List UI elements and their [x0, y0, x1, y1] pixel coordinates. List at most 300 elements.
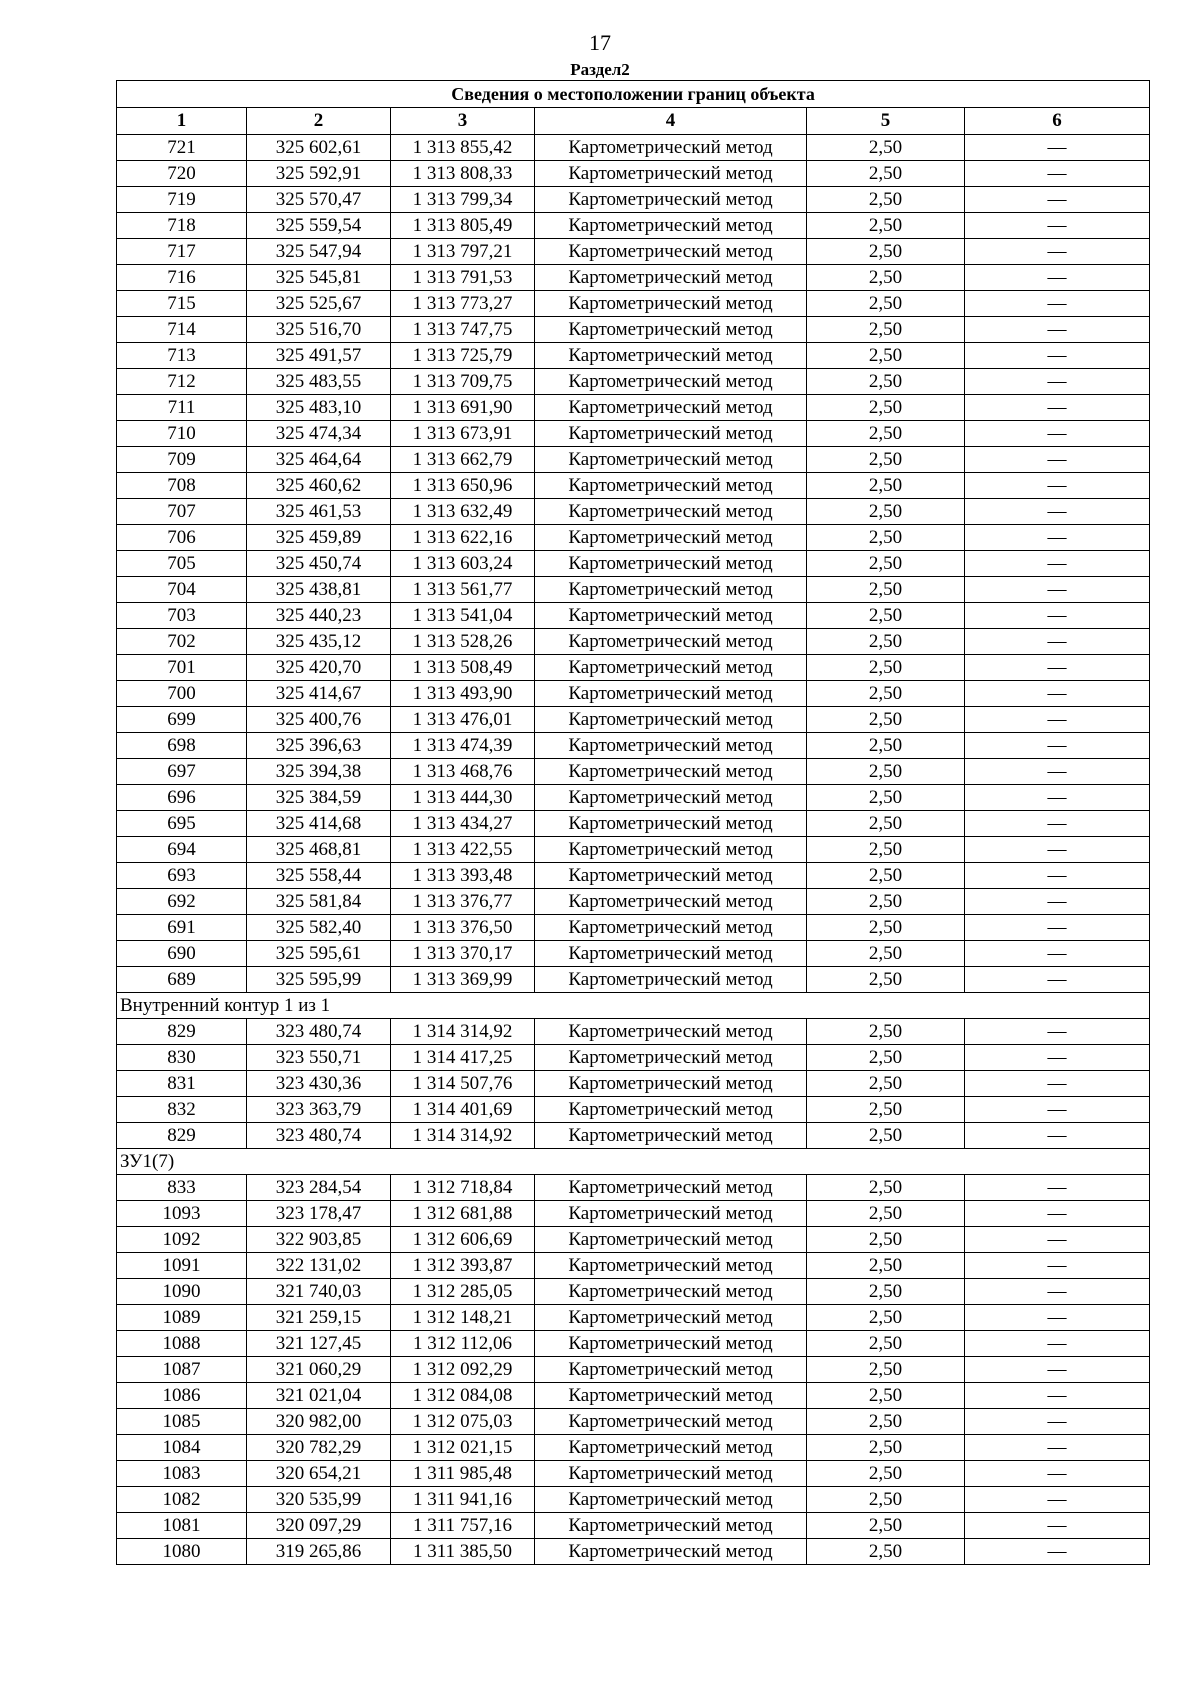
- table-cell: 698: [117, 733, 247, 759]
- table-cell: Картометрический метод: [535, 1175, 807, 1201]
- table-cell: 325 414,68: [247, 811, 391, 837]
- table-cell: —: [965, 863, 1150, 889]
- table-cell: Картометрический метод: [535, 161, 807, 187]
- table-cell: 323 430,36: [247, 1071, 391, 1097]
- table-cell: 325 602,61: [247, 135, 391, 161]
- table-cell: 710: [117, 421, 247, 447]
- table-cell: 704: [117, 577, 247, 603]
- table-cell: 718: [117, 213, 247, 239]
- table-cell: Картометрический метод: [535, 499, 807, 525]
- table-cell: 1086: [117, 1383, 247, 1409]
- table-cell: 2,50: [807, 499, 965, 525]
- table-cell: Картометрический метод: [535, 1383, 807, 1409]
- table-cell: 325 474,34: [247, 421, 391, 447]
- table-cell: 720: [117, 161, 247, 187]
- table-cell: 1 313 561,77: [391, 577, 535, 603]
- table-cell: Картометрический метод: [535, 525, 807, 551]
- table-cell: Картометрический метод: [535, 629, 807, 655]
- table-row: [117, 421, 1150, 447]
- column-header: 1: [117, 108, 247, 135]
- table-row: [117, 837, 1150, 863]
- table-cell: 323 480,74: [247, 1019, 391, 1045]
- column-header: 5: [807, 108, 965, 135]
- table-cell: 1 313 444,30: [391, 785, 535, 811]
- table-cell: 1 312 021,15: [391, 1435, 535, 1461]
- table-cell: 1080: [117, 1539, 247, 1565]
- table-cell: 693: [117, 863, 247, 889]
- table-cell: —: [965, 967, 1150, 993]
- table-cell: Картометрический метод: [535, 941, 807, 967]
- table-cell: Картометрический метод: [535, 1123, 807, 1149]
- table-cell: Картометрический метод: [535, 135, 807, 161]
- table-cell: 1 313 622,16: [391, 525, 535, 551]
- table-cell: 320 097,29: [247, 1513, 391, 1539]
- table-row: [117, 1513, 1150, 1539]
- table-cell: 1081: [117, 1513, 247, 1539]
- table-cell: 705: [117, 551, 247, 577]
- table-cell: —: [965, 161, 1150, 187]
- table-cell: 321 021,04: [247, 1383, 391, 1409]
- table-cell: 321 740,03: [247, 1279, 391, 1305]
- table-cell: 325 450,74: [247, 551, 391, 577]
- table-cell: Картометрический метод: [535, 863, 807, 889]
- table-row: [117, 317, 1150, 343]
- table-cell: 2,50: [807, 525, 965, 551]
- table-row: [117, 499, 1150, 525]
- table-cell: —: [965, 655, 1150, 681]
- table-cell: Картометрический метод: [535, 603, 807, 629]
- table-cell: Картометрический метод: [535, 473, 807, 499]
- table-cell: 325 545,81: [247, 265, 391, 291]
- table-cell: 1 313 528,26: [391, 629, 535, 655]
- table-cell: 829: [117, 1123, 247, 1149]
- table-cell: 325 491,57: [247, 343, 391, 369]
- table-cell: 1 313 855,42: [391, 135, 535, 161]
- table-cell: 2,50: [807, 447, 965, 473]
- table-cell: Картометрический метод: [535, 395, 807, 421]
- table-cell: —: [965, 785, 1150, 811]
- table-cell: 2,50: [807, 473, 965, 499]
- table-cell: 325 384,59: [247, 785, 391, 811]
- table-caption: Сведения о местоположении границ объекта: [117, 81, 1150, 108]
- table-cell: 1 313 673,91: [391, 421, 535, 447]
- table-cell: —: [965, 1487, 1150, 1513]
- table-row: [117, 1357, 1150, 1383]
- table-cell: 1 313 662,79: [391, 447, 535, 473]
- table-cell: Картометрический метод: [535, 1331, 807, 1357]
- table-row: [117, 213, 1150, 239]
- table-cell: 1 313 791,53: [391, 265, 535, 291]
- table-cell: 709: [117, 447, 247, 473]
- table-cell: Картометрический метод: [535, 1435, 807, 1461]
- table-cell: Картометрический метод: [535, 1461, 807, 1487]
- table-cell: 2,50: [807, 1357, 965, 1383]
- table-row: [117, 759, 1150, 785]
- table-cell: 2,50: [807, 655, 965, 681]
- page-number: 17: [589, 30, 611, 55]
- table-cell: —: [965, 395, 1150, 421]
- table-cell: 1 311 941,16: [391, 1487, 535, 1513]
- table-cell: —: [965, 213, 1150, 239]
- table-cell: Картометрический метод: [535, 239, 807, 265]
- table-cell: 325 595,99: [247, 967, 391, 993]
- table-cell: 325 525,67: [247, 291, 391, 317]
- table-cell: 322 131,02: [247, 1253, 391, 1279]
- table-cell: 325 547,94: [247, 239, 391, 265]
- table-cell: 2,50: [807, 135, 965, 161]
- table-cell: 1 313 808,33: [391, 161, 535, 187]
- table-cell: 2,50: [807, 1513, 965, 1539]
- table-cell: Картометрический метод: [535, 889, 807, 915]
- table-cell: 1 313 632,49: [391, 499, 535, 525]
- table-cell: 1 314 314,92: [391, 1123, 535, 1149]
- table-cell: 325 440,23: [247, 603, 391, 629]
- table-cell: 325 570,47: [247, 187, 391, 213]
- table-cell: 2,50: [807, 1435, 965, 1461]
- table-cell: 325 581,84: [247, 889, 391, 915]
- table-row: [117, 1019, 1150, 1045]
- table-cell: Картометрический метод: [535, 1357, 807, 1383]
- table-row: [117, 863, 1150, 889]
- table-cell: 1 312 606,69: [391, 1227, 535, 1253]
- table-cell: 1085: [117, 1409, 247, 1435]
- table-cell: Картометрический метод: [535, 1071, 807, 1097]
- table-cell: 1 313 799,34: [391, 187, 535, 213]
- table-row: [117, 1201, 1150, 1227]
- table-cell: 2,50: [807, 837, 965, 863]
- table-cell: 1 313 541,04: [391, 603, 535, 629]
- table-cell: Картометрический метод: [535, 655, 807, 681]
- table-cell: Картометрический метод: [535, 759, 807, 785]
- table-cell: 323 480,74: [247, 1123, 391, 1149]
- table-cell: 2,50: [807, 603, 965, 629]
- table-row: [117, 1097, 1150, 1123]
- table-row: [117, 1409, 1150, 1435]
- table-cell: 1 312 393,87: [391, 1253, 535, 1279]
- table-cell: —: [965, 421, 1150, 447]
- table-cell: 2,50: [807, 733, 965, 759]
- table-cell: 320 535,99: [247, 1487, 391, 1513]
- table-row: [117, 343, 1150, 369]
- table-cell: 325 460,62: [247, 473, 391, 499]
- table-cell: 2,50: [807, 1071, 965, 1097]
- section-label: Внутренний контур 1 из 1: [117, 993, 1150, 1019]
- table-cell: 2,50: [807, 967, 965, 993]
- table-cell: 1 313 493,90: [391, 681, 535, 707]
- table-cell: 715: [117, 291, 247, 317]
- table-cell: 319 265,86: [247, 1539, 391, 1565]
- table-cell: 2,50: [807, 1097, 965, 1123]
- table-row: [117, 1305, 1150, 1331]
- table-cell: 2,50: [807, 395, 965, 421]
- table-cell: 325 592,91: [247, 161, 391, 187]
- table-row: [117, 1071, 1150, 1097]
- table-row: [117, 525, 1150, 551]
- table-cell: 325 558,44: [247, 863, 391, 889]
- table-cell: —: [965, 473, 1150, 499]
- table-row: [117, 395, 1150, 421]
- table-row: [117, 473, 1150, 499]
- table-cell: 832: [117, 1097, 247, 1123]
- table-cell: 1090: [117, 1279, 247, 1305]
- table-cell: 2,50: [807, 213, 965, 239]
- table-row: [117, 1487, 1150, 1513]
- table-cell: Картометрический метод: [535, 447, 807, 473]
- table-cell: Картометрический метод: [535, 915, 807, 941]
- table-cell: 2,50: [807, 681, 965, 707]
- table-cell: 1 312 075,03: [391, 1409, 535, 1435]
- table-body: [117, 135, 1150, 1565]
- table-cell: 1 313 650,96: [391, 473, 535, 499]
- table-row: [117, 1123, 1150, 1149]
- table-row: [117, 707, 1150, 733]
- table-cell: —: [965, 1279, 1150, 1305]
- table-cell: 325 438,81: [247, 577, 391, 603]
- table-cell: —: [965, 1123, 1150, 1149]
- table-cell: 325 483,10: [247, 395, 391, 421]
- table-cell: —: [965, 1435, 1150, 1461]
- table-cell: 1 314 417,25: [391, 1045, 535, 1071]
- table-cell: Картометрический метод: [535, 369, 807, 395]
- table-row: [117, 447, 1150, 473]
- table-cell: 713: [117, 343, 247, 369]
- table-cell: 325 595,61: [247, 941, 391, 967]
- table-cell: —: [965, 447, 1150, 473]
- table-cell: —: [965, 1175, 1150, 1201]
- table-cell: 1 314 314,92: [391, 1019, 535, 1045]
- table-cell: Картометрический метод: [535, 551, 807, 577]
- table-cell: 2,50: [807, 1253, 965, 1279]
- table-cell: 2,50: [807, 343, 965, 369]
- section-title: Раздел2: [570, 60, 630, 79]
- table-row: [117, 1253, 1150, 1279]
- table-cell: —: [965, 915, 1150, 941]
- table-cell: 1082: [117, 1487, 247, 1513]
- table-cell: Картометрический метод: [535, 213, 807, 239]
- table-cell: 1 313 376,50: [391, 915, 535, 941]
- table-cell: 1 312 084,08: [391, 1383, 535, 1409]
- table-cell: 831: [117, 1071, 247, 1097]
- table-cell: —: [965, 369, 1150, 395]
- table-cell: 325 582,40: [247, 915, 391, 941]
- table-cell: 2,50: [807, 1539, 965, 1565]
- table-cell: 1 313 709,75: [391, 369, 535, 395]
- table-cell: 325 464,64: [247, 447, 391, 473]
- table-cell: Картометрический метод: [535, 1279, 807, 1305]
- table-row: [117, 941, 1150, 967]
- table-cell: 714: [117, 317, 247, 343]
- table-cell: 1093: [117, 1201, 247, 1227]
- table-cell: 323 284,54: [247, 1175, 391, 1201]
- table-row: [117, 1331, 1150, 1357]
- table-cell: 719: [117, 187, 247, 213]
- table-cell: 696: [117, 785, 247, 811]
- table-cell: —: [965, 733, 1150, 759]
- table-cell: Картометрический метод: [535, 785, 807, 811]
- table-cell: 1 312 285,05: [391, 1279, 535, 1305]
- table-cell: —: [965, 1331, 1150, 1357]
- table-cell: —: [965, 759, 1150, 785]
- table-cell: 2,50: [807, 239, 965, 265]
- table-row: [117, 785, 1150, 811]
- table-row: [117, 811, 1150, 837]
- table-cell: 325 461,53: [247, 499, 391, 525]
- table-cell: 830: [117, 1045, 247, 1071]
- boundary-coordinates-table: [116, 80, 1150, 1565]
- table-row: [117, 1539, 1150, 1565]
- table-cell: 325 394,38: [247, 759, 391, 785]
- table-cell: 320 982,00: [247, 1409, 391, 1435]
- table-cell: 699: [117, 707, 247, 733]
- table-cell: 716: [117, 265, 247, 291]
- table-cell: —: [965, 291, 1150, 317]
- table-cell: 1 314 507,76: [391, 1071, 535, 1097]
- table-cell: 711: [117, 395, 247, 421]
- table-cell: 325 435,12: [247, 629, 391, 655]
- table-row: [117, 291, 1150, 317]
- table-cell: 325 420,70: [247, 655, 391, 681]
- table-cell: —: [965, 941, 1150, 967]
- table-row: [117, 681, 1150, 707]
- table-row: [117, 1279, 1150, 1305]
- section-row: [117, 1149, 1150, 1175]
- table-cell: —: [965, 1227, 1150, 1253]
- table-cell: Картометрический метод: [535, 343, 807, 369]
- table-cell: 695: [117, 811, 247, 837]
- table-cell: —: [965, 681, 1150, 707]
- table-cell: 2,50: [807, 577, 965, 603]
- table-cell: 1 313 474,39: [391, 733, 535, 759]
- table-cell: —: [965, 837, 1150, 863]
- table-cell: 829: [117, 1019, 247, 1045]
- table-cell: 325 468,81: [247, 837, 391, 863]
- table-cell: Картометрический метод: [535, 1097, 807, 1123]
- table-row: [117, 551, 1150, 577]
- table-cell: —: [965, 811, 1150, 837]
- table-row: [117, 915, 1150, 941]
- table-cell: Картометрический метод: [535, 811, 807, 837]
- table-cell: 700: [117, 681, 247, 707]
- table-cell: 694: [117, 837, 247, 863]
- table-cell: 1 313 747,75: [391, 317, 535, 343]
- table-cell: Картометрический метод: [535, 291, 807, 317]
- table-cell: 325 483,55: [247, 369, 391, 395]
- table-row: [117, 577, 1150, 603]
- table-cell: 701: [117, 655, 247, 681]
- table-cell: —: [965, 1513, 1150, 1539]
- table-cell: 1 312 092,29: [391, 1357, 535, 1383]
- section-label: ЗУ1(7): [117, 1149, 1150, 1175]
- column-header-row: [117, 108, 1150, 135]
- table-cell: —: [965, 603, 1150, 629]
- table-cell: 2,50: [807, 369, 965, 395]
- table-row: [117, 1435, 1150, 1461]
- table-cell: 2,50: [807, 187, 965, 213]
- table-row: [117, 889, 1150, 915]
- table-cell: 2,50: [807, 1123, 965, 1149]
- table-cell: 2,50: [807, 1227, 965, 1253]
- column-header: 4: [535, 108, 807, 135]
- table-cell: 2,50: [807, 1383, 965, 1409]
- table-cell: 323 178,47: [247, 1201, 391, 1227]
- table-cell: Картометрический метод: [535, 837, 807, 863]
- table-cell: 2,50: [807, 161, 965, 187]
- table-cell: 721: [117, 135, 247, 161]
- table-cell: 697: [117, 759, 247, 785]
- table-cell: —: [965, 1539, 1150, 1565]
- table-row: [117, 1383, 1150, 1409]
- table-row: [117, 239, 1150, 265]
- table-cell: 1 313 725,79: [391, 343, 535, 369]
- table-cell: —: [965, 1305, 1150, 1331]
- table-cell: 2,50: [807, 759, 965, 785]
- table-cell: —: [965, 1045, 1150, 1071]
- table-cell: 2,50: [807, 1175, 965, 1201]
- table-cell: 325 516,70: [247, 317, 391, 343]
- table-cell: —: [965, 525, 1150, 551]
- table-cell: —: [965, 889, 1150, 915]
- table-cell: 692: [117, 889, 247, 915]
- table-cell: 321 060,29: [247, 1357, 391, 1383]
- table-cell: —: [965, 135, 1150, 161]
- table-row: [117, 369, 1150, 395]
- table-cell: —: [965, 499, 1150, 525]
- table-row: [117, 655, 1150, 681]
- table-cell: —: [965, 1461, 1150, 1487]
- table-cell: 320 654,21: [247, 1461, 391, 1487]
- table-cell: 325 414,67: [247, 681, 391, 707]
- table-cell: 325 559,54: [247, 213, 391, 239]
- table-cell: 321 259,15: [247, 1305, 391, 1331]
- table-cell: —: [965, 1019, 1150, 1045]
- table-cell: 321 127,45: [247, 1331, 391, 1357]
- table-cell: Картометрический метод: [535, 1305, 807, 1331]
- table-cell: 1 313 805,49: [391, 213, 535, 239]
- table-cell: —: [965, 343, 1150, 369]
- table-row: [117, 733, 1150, 759]
- table-cell: 1 312 112,06: [391, 1331, 535, 1357]
- table-row: [117, 135, 1150, 161]
- table-row: [117, 603, 1150, 629]
- table-cell: 1 313 797,21: [391, 239, 535, 265]
- table-cell: —: [965, 1201, 1150, 1227]
- table-cell: 708: [117, 473, 247, 499]
- table-cell: —: [965, 317, 1150, 343]
- table-cell: —: [965, 577, 1150, 603]
- table-cell: 1 313 476,01: [391, 707, 535, 733]
- table-row: [117, 161, 1150, 187]
- table-cell: Картометрический метод: [535, 1253, 807, 1279]
- table-cell: 2,50: [807, 1409, 965, 1435]
- table-cell: 1 313 508,49: [391, 655, 535, 681]
- table-cell: 320 782,29: [247, 1435, 391, 1461]
- table-cell: 325 396,63: [247, 733, 391, 759]
- table-cell: 323 550,71: [247, 1045, 391, 1071]
- table-row: [117, 1227, 1150, 1253]
- table-cell: 2,50: [807, 1461, 965, 1487]
- table-cell: 322 903,85: [247, 1227, 391, 1253]
- table-cell: 1 313 434,27: [391, 811, 535, 837]
- table-row: [117, 187, 1150, 213]
- table-cell: —: [965, 265, 1150, 291]
- table-row: [117, 1461, 1150, 1487]
- table-cell: 1083: [117, 1461, 247, 1487]
- table-cell: 712: [117, 369, 247, 395]
- table-cell: 1 313 376,77: [391, 889, 535, 915]
- table-cell: Картометрический метод: [535, 265, 807, 291]
- table-cell: 1088: [117, 1331, 247, 1357]
- table-cell: Картометрический метод: [535, 707, 807, 733]
